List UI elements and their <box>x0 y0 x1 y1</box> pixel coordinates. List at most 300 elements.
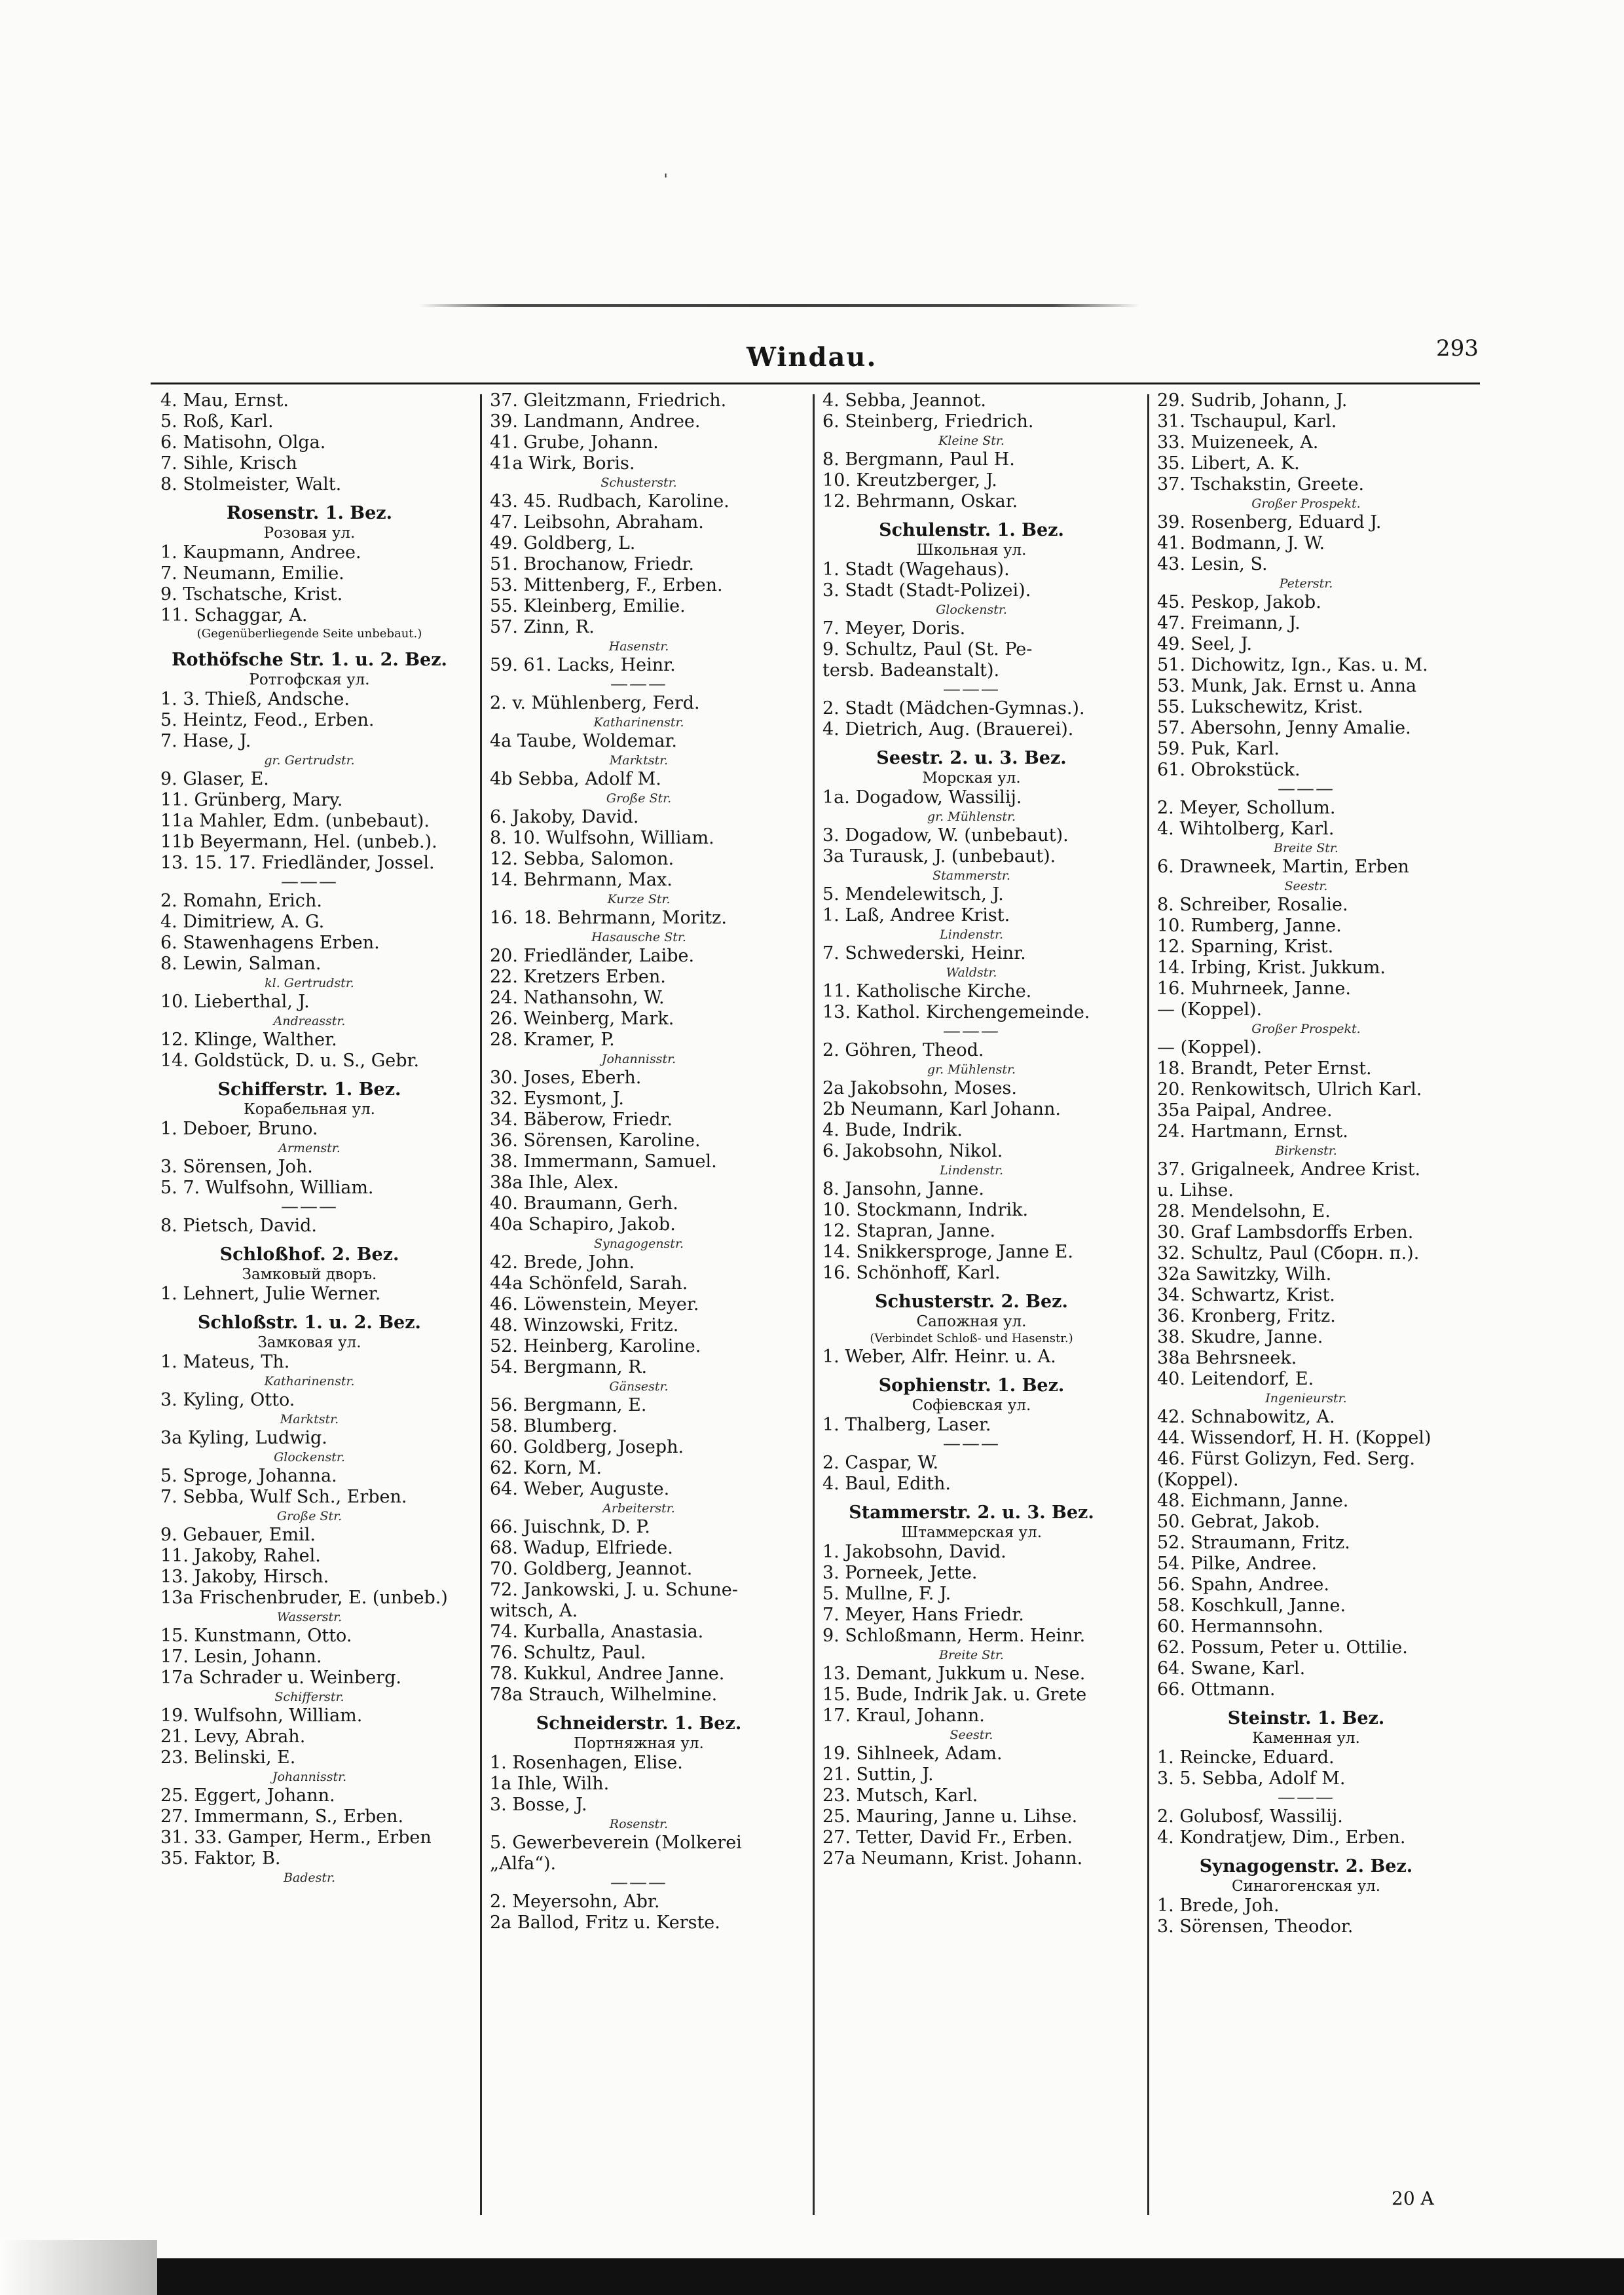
directory-entry: 40. Leitendorf, E. <box>1157 1369 1314 1389</box>
directory-entry: 24. Hartmann, Ernst. <box>1157 1121 1348 1142</box>
directory-entry: 1. Kaupmann, Andree. <box>160 542 361 563</box>
directory-entry: 51. Dichowitz, Ign., Kas. u. M. <box>1157 655 1428 675</box>
directory-entry: 4. Baul, Edith. <box>822 1474 951 1494</box>
directory-entry: 20. Friedländer, Laibe. <box>490 946 695 966</box>
directory-entry: 3. Dogadow, W. (unbebaut). <box>822 825 1069 846</box>
cross-street: Katharinenstr. <box>264 1374 355 1389</box>
cross-street: Glockenstr. <box>274 1450 345 1465</box>
directory-entry: 13. Kathol. Kirchengemeinde. <box>822 1002 1090 1022</box>
directory-entry: 3a Turausk, J. (unbebaut). <box>822 846 1056 867</box>
header-rule <box>151 382 1480 384</box>
street-name-russian: Синагогенская ул. <box>1231 1878 1381 1895</box>
directory-entry: 3. Sörensen, Joh. <box>160 1157 313 1177</box>
street-heading: Synagogenstr. 2. Bez. <box>1199 1856 1413 1876</box>
directory-entry: 21. Levy, Abrah. <box>160 1726 306 1747</box>
cross-street: Armenstr. <box>278 1141 341 1155</box>
separator: ——— <box>610 1875 667 1892</box>
street-name-russian: Штаммерская ул. <box>900 1524 1043 1541</box>
street-heading: Schloßhof. 2. Bez. <box>219 1244 399 1265</box>
directory-entry: 41a Wirk, Boris. <box>490 453 635 474</box>
directory-entry: 44. Wissendorf, H. H. (Koppel) <box>1157 1428 1431 1448</box>
directory-entry: 22. Kretzers Erben. <box>490 967 666 987</box>
directory-entry: 3. Kyling, Otto. <box>160 1390 295 1410</box>
street-name-russian: Школьная ул. <box>916 542 1027 559</box>
directory-entry: 48. Winzowski, Fritz. <box>490 1315 679 1335</box>
street-name-russian: Морская ул. <box>922 770 1021 787</box>
cross-street: Birkenstr. <box>1275 1144 1337 1158</box>
directory-entry: 62. Korn, M. <box>490 1458 602 1478</box>
directory-entry: 1. Rosenhagen, Elise. <box>490 1753 683 1773</box>
directory-entry: 21. Suttin, J. <box>822 1764 934 1785</box>
directory-entry: 11. Schaggar, A. <box>160 605 308 625</box>
directory-entry: 28. Mendelsohn, E. <box>1157 1201 1331 1222</box>
directory-entry: 1. Weber, Alfr. Heinr. u. A. <box>822 1347 1056 1367</box>
directory-entry: 2a Jakobsohn, Moses. <box>822 1078 1017 1098</box>
directory-entry: 64. Weber, Auguste. <box>490 1479 670 1499</box>
directory-column-4 <box>1157 390 1455 1937</box>
directory-column-2 <box>490 390 788 1933</box>
street-heading: Schulenstr. 1. Bez. <box>879 520 1064 540</box>
cross-street: Großer Prospekt. <box>1251 1022 1361 1036</box>
directory-entry: 38. Skudre, Janne. <box>1157 1327 1323 1347</box>
cross-street: Andreasstr. <box>273 1014 346 1028</box>
directory-entry: 7. Sihle, Krisch <box>160 453 297 474</box>
directory-entry: 10. Rumberg, Janne. <box>1157 916 1342 936</box>
cross-street: gr. Mühlenstr. <box>927 810 1016 824</box>
directory-entry: 12. Stapran, Janne. <box>822 1221 996 1241</box>
cross-street: Seestr. <box>950 1728 993 1742</box>
directory-entry: 7. Neumann, Emilie. <box>160 563 344 584</box>
directory-entry: 13. 15. 17. Friedländer, Jossel. <box>160 853 435 873</box>
cross-street: Rosenstr. <box>609 1817 669 1831</box>
directory-entry: 37. Tschakstin, Greete. <box>1157 474 1365 494</box>
cross-street: Gänsestr. <box>609 1379 669 1394</box>
directory-entry: 8. Jansohn, Janne. <box>822 1179 984 1199</box>
directory-entry: 56. Spahn, Andree. <box>1157 1575 1329 1595</box>
directory-entry: 70. Goldberg, Jeannot. <box>490 1559 693 1579</box>
cross-street: Waldstr. <box>946 965 997 980</box>
directory-entry: 16. Schönhoff, Karl. <box>822 1263 1001 1283</box>
directory-entry: 7. Meyer, Doris. <box>822 618 966 639</box>
directory-entry: 53. Munk, Jak. Ernst u. Anna <box>1157 676 1417 696</box>
cross-street: gr. Mühlenstr. <box>927 1062 1016 1077</box>
street-heading: Schloßstr. 1. u. 2. Bez. <box>198 1313 421 1333</box>
cross-street: Schusterstr. <box>600 476 677 490</box>
directory-entry: 11a Mahler, Edm. (unbebaut). <box>160 811 430 831</box>
street-heading: Seestr. 2. u. 3. Bez. <box>876 748 1067 768</box>
directory-entry: 8. Bergmann, Paul H. <box>822 449 1015 470</box>
directory-entry: 1a Ihle, Wilh. <box>490 1774 610 1794</box>
street-heading: Schusterstr. 2. Bez. <box>875 1292 1068 1312</box>
directory-entry: 5. 7. Wulfsohn, William. <box>160 1178 374 1198</box>
directory-entry: 40. Braumann, Gerh. <box>490 1193 678 1214</box>
directory-entry: 1. Thalberg, Laser. <box>822 1415 991 1435</box>
cross-street: Arbeiterstr. <box>602 1501 675 1516</box>
cross-street: Katharinenstr. <box>593 715 684 730</box>
cross-street: Stammerstr. <box>932 868 1010 883</box>
cross-street: Kleine Str. <box>938 434 1005 448</box>
cross-street: Breite Str. <box>1274 841 1338 855</box>
directory-entry: 18. Brandt, Peter Ernst. <box>1157 1058 1372 1079</box>
street-heading: Schneiderstr. 1. Bez. <box>536 1713 742 1734</box>
directory-entry: 66. Juischnk, D. P. <box>490 1517 650 1537</box>
directory-entry: 2. Caspar, W. <box>822 1453 939 1473</box>
directory-entry: 5. Mullne, F. J. <box>822 1584 951 1604</box>
directory-entry: 4. Kondratjew, Dim., Erben. <box>1157 1827 1406 1848</box>
cross-street: Breite Str. <box>939 1648 1004 1662</box>
directory-entry: 62. Possum, Peter u. Ottilie. <box>1157 1637 1408 1658</box>
directory-entry: 32. Schultz, Paul (Сборн. п.). <box>1157 1243 1420 1263</box>
directory-entry: 6. Jakoby, David. <box>490 807 639 827</box>
cross-street: Hasausche Str. <box>591 930 686 944</box>
directory-entry: 36. Kronberg, Fritz. <box>1157 1306 1336 1326</box>
street-name-russian: Сапожная ул. <box>916 1313 1027 1330</box>
street-note: (Gegenüberliegende Seite unbebaut.) <box>196 627 422 641</box>
street-heading: Steinstr. 1. Bez. <box>1227 1708 1385 1728</box>
directory-entry: 5. Gewerbeverein (Molkerei <box>490 1833 742 1853</box>
directory-entry: 78a Strauch, Wilhelmine. <box>490 1685 718 1705</box>
directory-entry: 7. Schwederski, Heinr. <box>822 943 1026 963</box>
directory-column-3 <box>822 390 1120 1869</box>
directory-entry: 2. Meyersohn, Abr. <box>490 1892 660 1912</box>
directory-entry: 45. Peskop, Jakob. <box>1157 592 1321 612</box>
directory-entry: 4. Dimitriew, A. G. <box>160 912 325 932</box>
directory-entry: 11. Grünberg, Mary. <box>160 790 343 810</box>
separator: ——— <box>943 681 1000 698</box>
directory-entry: 5. Heintz, Feod., Erben. <box>160 710 375 730</box>
directory-entry: 46. Löwenstein, Meyer. <box>490 1294 699 1315</box>
directory-entry: 54. Pilke, Andree. <box>1157 1554 1318 1574</box>
directory-entry: 35a Paipal, Andree. <box>1157 1100 1333 1121</box>
directory-entry: 11b Beyermann, Hel. (unbeb.). <box>160 832 437 852</box>
scan-shadow <box>0 2240 157 2295</box>
directory-entry: 26. Weinberg, Mark. <box>490 1009 674 1029</box>
street-heading: Rothöfsche Str. 1. u. 2. Bez. <box>172 650 447 670</box>
street-name-russian: Каменная ул. <box>1252 1730 1360 1747</box>
separator: ——— <box>281 1199 338 1216</box>
directory-entry: 1. Brede, Joh. <box>1157 1895 1280 1916</box>
cross-street: Schifferstr. <box>274 1690 344 1704</box>
directory-entry: 57. Zinn, R. <box>490 617 595 637</box>
directory-entry: 12. Sparning, Krist. <box>1157 937 1334 957</box>
directory-entry: 74. Kurballa, Anastasia. <box>490 1622 704 1642</box>
street-name-russian: Розовая ул. <box>263 525 356 542</box>
street-heading: Stammerstr. 2. u. 3. Bez. <box>849 1502 1094 1523</box>
directory-entry: 1. Deboer, Bruno. <box>160 1119 318 1139</box>
directory-entry: 47. Freimann, J. <box>1157 613 1301 633</box>
directory-entry: 49. Seel, J. <box>1157 634 1253 654</box>
directory-entry: 43. 45. Rudbach, Karoline. <box>490 491 729 512</box>
directory-entry: 6. Matisohn, Olga. <box>160 432 326 453</box>
street-heading: Schifferstr. 1. Bez. <box>217 1079 401 1100</box>
cross-street: Wasserstr. <box>276 1610 342 1624</box>
directory-entry: 35. Libert, A. K. <box>1157 453 1300 474</box>
directory-entry: 15. Bude, Indrik Jak. u. Grete <box>822 1685 1087 1705</box>
directory-entry: 59. 61. Lacks, Heinr. <box>490 655 676 675</box>
directory-column-1 <box>160 390 458 1886</box>
directory-entry: 9. Schultz, Paul (St. Pe- <box>822 639 1033 660</box>
directory-entry: 10. Stockmann, Indrik. <box>822 1200 1029 1220</box>
directory-entry: 14. Irbing, Krist. Jukkum. <box>1157 958 1386 978</box>
directory-entry: (Koppel). <box>1157 1470 1239 1490</box>
directory-entry: 35. Faktor, B. <box>160 1848 281 1869</box>
directory-entry: 66. Ottmann. <box>1157 1679 1276 1700</box>
directory-entry: 41. Grube, Johann. <box>490 432 659 453</box>
directory-entry: 42. Brede, John. <box>490 1252 635 1273</box>
directory-entry: 58. Koschkull, Janne. <box>1157 1595 1346 1616</box>
cross-street: Lindenstr. <box>940 1163 1003 1178</box>
directory-entry: 60. Goldberg, Joseph. <box>490 1437 684 1457</box>
directory-entry: 29. Sudrib, Johann, J. <box>1157 390 1348 411</box>
directory-entry: 64. Swane, Karl. <box>1157 1658 1306 1679</box>
directory-entry: 37. Gleitzmann, Friedrich. <box>490 390 727 411</box>
top-ornament-rule <box>419 304 1139 307</box>
directory-entry: 12. Klinge, Walther. <box>160 1030 337 1050</box>
directory-entry: 72. Jankowski, J. u. Schune- <box>490 1580 738 1600</box>
directory-entry: 13. Jakoby, Hirsch. <box>160 1567 329 1587</box>
street-note: (Verbindet Schloß- und Hasenstr.) <box>870 1332 1073 1345</box>
directory-entry: 4. Wihtolberg, Karl. <box>1157 819 1335 839</box>
directory-entry: 5. Sproge, Johanna. <box>160 1466 337 1486</box>
directory-entry: 59. Puk, Karl. <box>1157 739 1280 759</box>
printer-signature: 20 A <box>1392 2188 1434 2209</box>
separator: ——— <box>281 874 338 891</box>
directory-entry: 27a Neumann, Krist. Johann. <box>822 1848 1083 1869</box>
directory-entry: 10. Kreutzberger, J. <box>822 470 997 491</box>
directory-entry: 1. Lehnert, Julie Werner. <box>160 1284 381 1304</box>
street-name-russian: Софіевская ул. <box>912 1397 1031 1414</box>
directory-entry: 52. Straumann, Fritz. <box>1157 1533 1350 1553</box>
separator: ——— <box>1278 1789 1335 1806</box>
directory-entry: 2. Golubosf, Wassilij. <box>1157 1806 1343 1827</box>
directory-entry: 7. Meyer, Hans Friedr. <box>822 1605 1024 1625</box>
street-name-russian: Портняжная ул. <box>574 1735 704 1752</box>
directory-entry: — (Koppel). <box>1157 1037 1263 1058</box>
directory-entry: 7. Sebba, Wulf Sch., Erben. <box>160 1487 407 1507</box>
directory-entry: 5. Roß, Karl. <box>160 411 274 432</box>
directory-entry: 25. Eggert, Johann. <box>160 1785 335 1806</box>
directory-entry: 1. Mateus, Th. <box>160 1352 290 1372</box>
directory-entry: — (Koppel). <box>1157 999 1263 1020</box>
directory-entry: 3. Stadt (Stadt-Polizei). <box>822 580 1031 601</box>
directory-entry: 38a Ihle, Alex. <box>490 1172 619 1193</box>
directory-entry: 27. Tetter, David Fr., Erben. <box>822 1827 1073 1848</box>
directory-entry: 9. Glaser, E. <box>160 769 269 789</box>
directory-entry: 6. Drawneek, Martin, Erben <box>1157 857 1409 877</box>
directory-entry: 9. Schloßmann, Herm. Heinr. <box>822 1626 1086 1646</box>
directory-entry: 61. Obrokstück. <box>1157 760 1301 780</box>
directory-entry: 4. Bude, Indrik. <box>822 1120 963 1140</box>
directory-entry: 8. Stolmeister, Walt. <box>160 474 342 494</box>
directory-entry: 60. Hermannsohn. <box>1157 1616 1323 1637</box>
directory-entry: 33. Muizeneek, A. <box>1157 432 1319 453</box>
directory-entry: 38. Immermann, Samuel. <box>490 1151 717 1172</box>
directory-entry: 2. Stadt (Mädchen-Gymnas.). <box>822 698 1085 718</box>
street-name-russian: Замковый дворъ. <box>242 1266 377 1283</box>
directory-entry: 2a Ballod, Fritz u. Kerste. <box>490 1912 720 1933</box>
directory-entry: 10. Lieberthal, J. <box>160 992 310 1012</box>
directory-entry: 3. Porneek, Jette. <box>822 1563 978 1583</box>
street-name-russian: Ротгофская ул. <box>249 671 370 688</box>
directory-entry: 36. Sörensen, Karoline. <box>490 1130 701 1151</box>
cross-street: Synagogenstr. <box>594 1237 684 1251</box>
directory-entry: witsch, A. <box>490 1601 578 1621</box>
directory-entry: 38a Behrsneek. <box>1157 1348 1297 1368</box>
directory-entry: 31. Tschaupul, Karl. <box>1157 411 1337 432</box>
directory-entry: 1. Jakobsohn, David. <box>822 1542 1006 1562</box>
street-heading: Sophienstr. 1. Bez. <box>878 1375 1065 1396</box>
directory-entry: 14. Goldstück, D. u. S., Gebr. <box>160 1051 420 1071</box>
directory-entry: 20. Renkowitsch, Ulrich Karl. <box>1157 1079 1422 1100</box>
cross-street: Marktstr. <box>280 1412 339 1427</box>
directory-entry: 1. Reincke, Eduard. <box>1157 1747 1335 1768</box>
directory-entry: 39. Landmann, Andree. <box>490 411 701 432</box>
directory-entry: 3a Kyling, Ludwig. <box>160 1428 327 1448</box>
directory-entry: 6. Stawenhagens Erben. <box>160 933 380 953</box>
separator: ——— <box>943 1023 1000 1040</box>
directory-entry: 50. Gebrat, Jakob. <box>1157 1512 1320 1532</box>
directory-entry: 1. 3. Thieß, Andsche. <box>160 689 350 709</box>
directory-entry: 8. 10. Wulfsohn, William. <box>490 828 714 848</box>
column-divider <box>480 394 482 2215</box>
directory-entry: 2. Göhren, Theod. <box>822 1040 984 1060</box>
directory-entry: 37. Grigalneek, Andree Krist. <box>1157 1159 1421 1180</box>
cross-street: Peterstr. <box>1279 576 1333 591</box>
directory-entry: 1. Laß, Andree Krist. <box>822 905 1010 925</box>
directory-entry: 8. Lewin, Salman. <box>160 954 322 974</box>
directory-entry: 4. Dietrich, Aug. (Brauerei). <box>822 719 1074 739</box>
separator: ——— <box>1278 781 1335 798</box>
directory-entry: 23. Mutsch, Karl. <box>822 1785 978 1806</box>
directory-entry: 58. Blumberg. <box>490 1416 618 1436</box>
directory-entry: u. Lihse. <box>1157 1180 1234 1201</box>
directory-entry: 6. Jakobsohn, Nikol. <box>822 1141 1003 1161</box>
print-speck: ˈ <box>663 172 669 191</box>
directory-entry: 17. Kraul, Johann. <box>822 1706 985 1726</box>
directory-entry: 23. Belinski, E. <box>160 1747 296 1768</box>
street-name-russian: Корабельная ул. <box>244 1101 375 1118</box>
directory-entry: 53. Mittenberg, F., Erben. <box>490 575 723 595</box>
directory-entry: 56. Bergmann, E. <box>490 1395 647 1415</box>
cross-street: Ingenieurstr. <box>1265 1391 1347 1406</box>
cross-street: Johannisstr. <box>272 1770 347 1784</box>
directory-entry: „Alfa“). <box>490 1854 557 1874</box>
directory-entry: 34. Schwartz, Krist. <box>1157 1285 1335 1305</box>
directory-entry: 17. Lesin, Johann. <box>160 1647 322 1667</box>
directory-entry: 8. Schreiber, Rosalie. <box>1157 895 1348 915</box>
directory-entry: 27. Immermann, S., Erben. <box>160 1806 404 1827</box>
directory-entry: 2. v. Mühlenberg, Ferd. <box>490 693 700 713</box>
directory-entry: 55. Kleinberg, Emilie. <box>490 596 686 616</box>
cross-street: Kurze Str. <box>607 892 671 906</box>
directory-entry: 13. Demant, Jukkum u. Nese. <box>822 1664 1086 1684</box>
directory-entry: 7. Hase, J. <box>160 731 251 751</box>
cross-street: Hasenstr. <box>608 639 669 654</box>
directory-entry: 28. Kramer, P. <box>490 1030 615 1050</box>
directory-entry: 9. Gebauer, Emil. <box>160 1525 316 1545</box>
directory-entry: 19. Sihlneek, Adam. <box>822 1744 1003 1764</box>
directory-entry: 40a Schapiro, Jakob. <box>490 1214 676 1235</box>
directory-entry: 1. Stadt (Wagehaus). <box>822 559 1010 580</box>
directory-entry: 54. Bergmann, R. <box>490 1357 648 1377</box>
separator: ——— <box>610 676 667 693</box>
directory-entry: 11. Jakoby, Rahel. <box>160 1546 321 1566</box>
directory-entry: 42. Schnabowitz, A. <box>1157 1407 1335 1427</box>
cross-street: kl. Gertrudstr. <box>265 976 354 990</box>
cross-street: Badestr. <box>283 1871 336 1885</box>
directory-entry: 68. Wadup, Elfriede. <box>490 1538 673 1558</box>
cross-street: Großer Prospekt. <box>1251 496 1361 511</box>
directory-entry: 39. Rosenberg, Eduard J. <box>1157 512 1382 532</box>
directory-entry: 11. Katholische Kirche. <box>822 981 1032 1001</box>
directory-entry: 44a Schönfeld, Sarah. <box>490 1273 688 1294</box>
directory-entry: 46. Fürst Golizyn, Fed. Serg. <box>1157 1449 1415 1469</box>
directory-entry: 4a Taube, Woldemar. <box>490 731 677 751</box>
directory-entry: 3. 5. Sebba, Adolf M. <box>1157 1768 1346 1789</box>
directory-entry: 48. Eichmann, Janne. <box>1157 1491 1349 1511</box>
directory-entry: 47. Leibsohn, Abraham. <box>490 512 704 532</box>
cross-street: Lindenstr. <box>940 927 1003 942</box>
directory-entry: 76. Schultz, Paul. <box>490 1643 646 1663</box>
street-name-russian: Замковая ул. <box>257 1334 361 1351</box>
directory-entry: 2. Meyer, Schollum. <box>1157 798 1336 818</box>
cross-street: Marktstr. <box>609 753 669 768</box>
cross-street: Seestr. <box>1284 879 1328 893</box>
cross-street: Große Str. <box>606 791 672 806</box>
directory-entry: 4. Mau, Ernst. <box>160 390 289 411</box>
directory-entry: 78. Kukkul, Andree Janne. <box>490 1664 725 1684</box>
directory-entry: 2. Romahn, Erich. <box>160 891 322 911</box>
directory-entry: 51. Brochanow, Friedr. <box>490 554 694 574</box>
directory-entry: 12. Behrmann, Oskar. <box>822 491 1018 512</box>
directory-entry: 52. Heinberg, Karoline. <box>490 1336 701 1356</box>
directory-entry: 15. Kunstmann, Otto. <box>160 1626 352 1646</box>
directory-entry: 4. Sebba, Jeannot. <box>822 390 987 411</box>
directory-entry: 3. Sörensen, Theodor. <box>1157 1916 1354 1937</box>
scan-bottom-edge <box>157 2258 1624 2295</box>
cross-street: Große Str. <box>276 1509 342 1523</box>
directory-entry: 55. Lukschewitz, Krist. <box>1157 697 1363 717</box>
directory-entry: 34. Bäberow, Friedr. <box>490 1110 673 1130</box>
directory-entry: 13a Frischenbruder, E. (unbeb.) <box>160 1588 448 1608</box>
directory-entry: 16. Muhrneek, Janne. <box>1157 979 1351 999</box>
directory-entry: tersb. Badeanstalt). <box>822 660 1000 681</box>
directory-entry: 14. Behrmann, Max. <box>490 870 673 890</box>
page-title: Windau. <box>747 342 877 373</box>
directory-entry: 41. Bodmann, J. W. <box>1157 533 1325 553</box>
cross-street: Johannisstr. <box>601 1052 676 1066</box>
page-number: 293 <box>1436 335 1479 362</box>
cross-street: Glockenstr. <box>936 603 1007 617</box>
directory-entry: 43. Lesin, S. <box>1157 554 1268 574</box>
directory-entry: 14. Snikkersproge, Janne E. <box>822 1242 1073 1262</box>
directory-entry: 9. Tschatsche, Krist. <box>160 584 343 605</box>
directory-entry: 3. Bosse, J. <box>490 1795 587 1815</box>
directory-entry: 5. Mendelewitsch, J. <box>822 884 1004 905</box>
directory-entry: 57. Abersohn, Jenny Amalie. <box>1157 718 1411 738</box>
column-divider <box>1147 394 1149 2215</box>
directory-entry: 30. Graf Lambsdorffs Erben. <box>1157 1222 1414 1242</box>
directory-entry: 19. Wulfsohn, William. <box>160 1706 363 1726</box>
street-heading: Rosenstr. 1. Bez. <box>227 503 392 523</box>
directory-entry: 30. Joses, Eberh. <box>490 1068 642 1088</box>
directory-entry: 32. Eysmont, J. <box>490 1089 624 1109</box>
directory-entry: 8. Pietsch, David. <box>160 1216 318 1236</box>
directory-entry: 4b Sebba, Adolf M. <box>490 769 661 789</box>
directory-entry: 49. Goldberg, L. <box>490 533 636 553</box>
directory-entry: 25. Mauring, Janne u. Lihse. <box>822 1806 1078 1827</box>
directory-entry: 24. Nathansohn, W. <box>490 988 665 1008</box>
